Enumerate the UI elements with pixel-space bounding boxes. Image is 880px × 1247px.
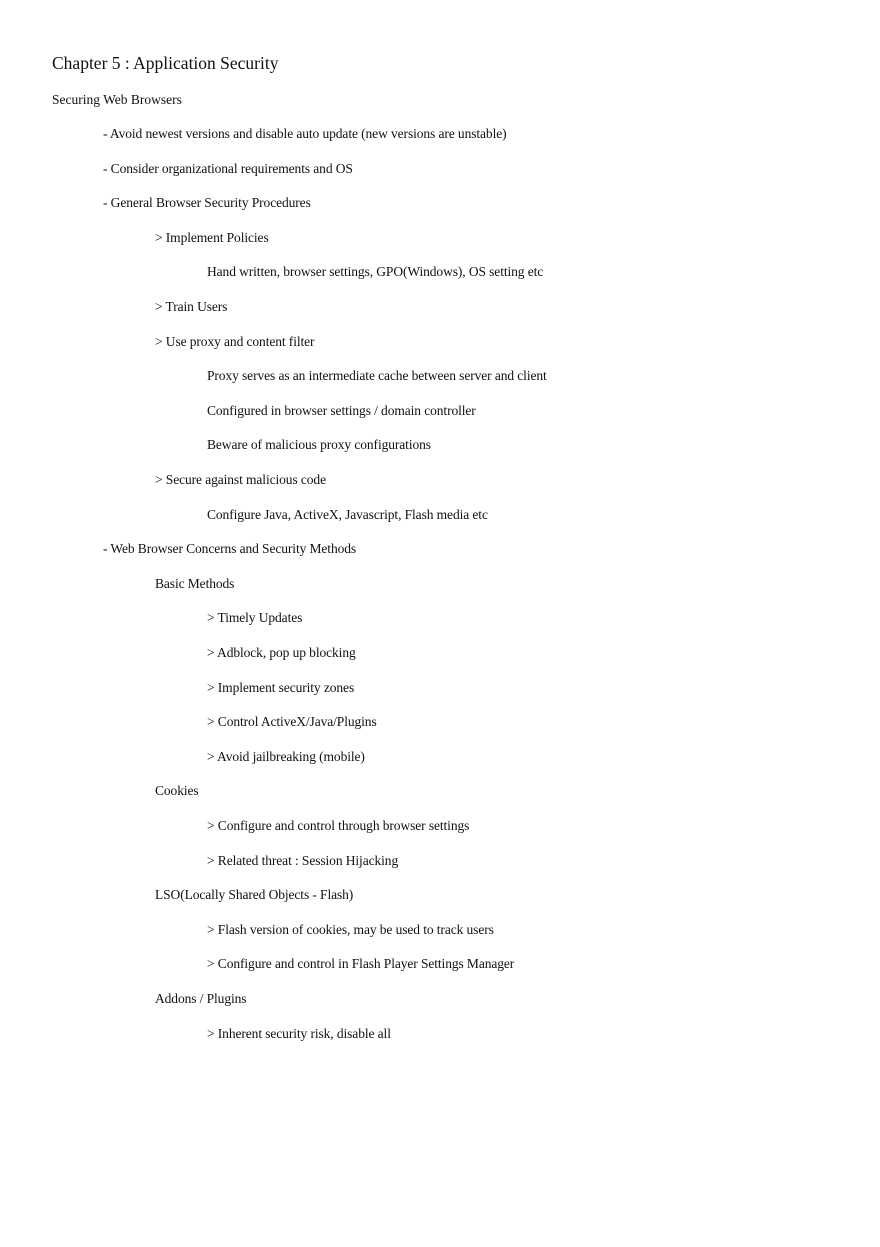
outline-item-level-2: Addons / Plugins (155, 991, 247, 1006)
outline-item-level-3: > Related threat : Session Hijacking (207, 852, 399, 868)
section-heading: Securing Web Browsers (52, 92, 182, 107)
outline-item-level-2: > Implement Policies (155, 229, 269, 245)
outline-item-level-3: > Avoid jailbreaking (mobile) (207, 748, 365, 764)
outline-item-level-3: Proxy serves as an intermediate cache between server and client (207, 368, 547, 384)
outline-item-level-1: - Avoid newest versions and disable auto update (new versions are unstable) (103, 126, 507, 141)
outline-item-level-3: > Configure and control through browser settings (207, 818, 470, 833)
outline-item-level-3: > Control ActiveX/Java/Plugins (207, 714, 377, 730)
chapter-title: Chapter 5 : Application Security (52, 53, 279, 73)
outline-item-level-2: Cookies (155, 783, 199, 799)
outline-item-level-1: - General Browser Security Procedures (103, 195, 311, 211)
outline-item-level-1: - Web Browser Concerns and Security Methods (103, 541, 357, 557)
outline-item-level-3: > Implement security zones (207, 679, 355, 695)
outline-item-level-3: > Configure and control in Flash Player Settings Manager (207, 956, 515, 972)
outline-item-level-1: - Consider organizational requirements and OS (103, 160, 353, 176)
outline-item-level-3: Hand written, browser settings, GPO(Windows), OS setting etc (207, 264, 544, 280)
outline-item-level-2: LSO(Locally Shared Objects - Flash) (155, 887, 354, 903)
outline-item-level-3: > Inherent security risk, disable all (207, 1025, 391, 1041)
outline-item-level-3: Configured in browser settings / domain controller (207, 402, 476, 418)
outline-item-level-2: Basic Methods (155, 575, 235, 591)
outline-item-level-3: Configure Java, ActiveX, Javascript, Flash media etc (207, 506, 488, 522)
outline-item-level-2: > Use proxy and content filter (155, 333, 315, 349)
outline-item-level-2: > Secure against malicious code (155, 472, 326, 487)
outline-item-level-2: > Train Users (155, 299, 228, 314)
outline-item-level-3: > Flash version of cookies, may be used to track users (207, 921, 494, 937)
outline-item-level-3: > Timely Updates (207, 610, 303, 626)
outline-item-level-3: > Adblock, pop up blocking (207, 645, 356, 660)
outline-item-level-3: Beware of malicious proxy configurations (207, 437, 431, 453)
